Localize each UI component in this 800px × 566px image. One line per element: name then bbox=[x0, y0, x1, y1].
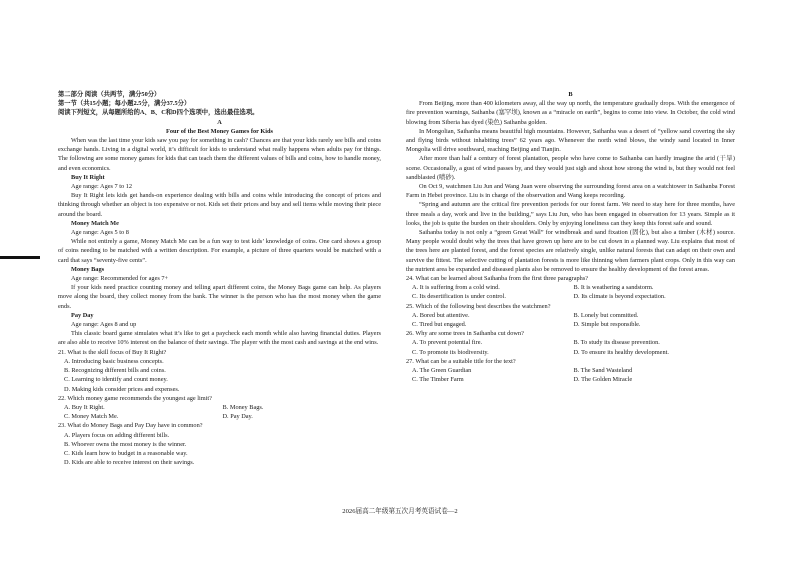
option-row bbox=[406, 283, 735, 292]
right-column bbox=[406, 90, 735, 385]
question-list-b bbox=[406, 274, 735, 384]
game-description: If your kids need practice counting money and telling apart different coins, the Money Bags game can help. As players move along the board, they collect money from the bank. The winner is the person who has the most money when the game ends. bbox=[58, 284, 381, 310]
question-stem: 27. What can be a suitable title for the text? bbox=[406, 357, 516, 365]
binding-edge-mark bbox=[0, 256, 40, 259]
answer-option: B. Recognizing different bills and coins. bbox=[64, 367, 166, 375]
answer-option: C. Tired but engaged. bbox=[412, 321, 467, 329]
answer-option: C. Kids learn how to budget in a reasonable way. bbox=[64, 449, 188, 457]
game-name: Pay Day bbox=[71, 311, 94, 319]
game-age-range: Age range: Ages 8 and up bbox=[71, 321, 137, 329]
passage-paragraph: After more than half a century of forest plantation, people who have come to Saihanba can hardly imagine the arid (干旱) scene. Occasionally, a gust of wind passes by, and they would just sigh and shout how strong the wind is, but they would not feel sandblasted (喷砂). bbox=[406, 155, 735, 181]
answer-option: B. Lonely but committed. bbox=[573, 311, 639, 319]
answer-option: D. The Golden Miracle bbox=[573, 376, 633, 384]
answer-option: C. Its desertification is under control. bbox=[412, 293, 506, 301]
left-column bbox=[58, 90, 381, 467]
game-description: Buy It Right lets kids get hands-on experience dealing with bills and coins while introducing the concept of prices and thinking through whether an object is too expensive or not. Kids set their prices and buy and sell items while moving their piece around the board. bbox=[58, 192, 381, 218]
answer-option: B. The Sand Wasteland bbox=[573, 367, 633, 375]
game-list bbox=[58, 173, 381, 348]
question-stem: 22. Which money game recommends the youngest age limit? bbox=[58, 394, 212, 402]
option-row bbox=[406, 292, 735, 301]
option-row bbox=[406, 320, 735, 329]
game-age-range: Age range: Recommended for ages 7+ bbox=[71, 275, 169, 283]
passage-b-body bbox=[406, 99, 735, 274]
question-stem: 26. Why are some trees in Saihanba cut down? bbox=[406, 330, 524, 338]
passage-paragraph: On Oct 9, watchmen Liu Jun and Wang Juan were observing the surrounding forest area on a watchtower in Saihanba Forest Farm in Hebei province. Liu is in charge of the observation and Wang keeps recording. bbox=[406, 183, 735, 200]
section-instruction: 阅读下列短文，从每题所给的A、B、C和D四个选项中，选出最佳选项。 bbox=[58, 109, 259, 117]
game-age-range: Age range: Ages 7 to 12 bbox=[71, 183, 133, 191]
game-age-range: Age range: Ages 5 to 8 bbox=[71, 229, 129, 237]
option-row bbox=[406, 375, 735, 384]
answer-option: A. Players focus on adding different bills. bbox=[64, 431, 170, 439]
option-row bbox=[58, 412, 381, 421]
question-list-a bbox=[58, 348, 381, 468]
question-stem: 24. What can be learned about Saihanba from the first three paragraphs? bbox=[406, 275, 589, 283]
passage-paragraph: “Spring and autumn are the critical fire prevention periods for our forest farm. We need to stay here for three months, have three meals a day, work and live in the building,” says Liu Jun, who has been engaged in observation for 13 years. Simple as it looks, the job is quite the burden on their shoulders. Only by enjoying loneliness can they keep this forest safe and sound. bbox=[406, 201, 735, 227]
answer-option: B. Whoever owns the most money is the winner. bbox=[64, 440, 187, 448]
answer-option: A. It is suffering from a cold wind. bbox=[412, 284, 500, 292]
answer-option: D. Making kids consider prices and expenses. bbox=[64, 385, 180, 393]
answer-option: A. The Green Guardian bbox=[412, 367, 472, 375]
answer-option: D. Pay Day. bbox=[222, 413, 253, 421]
passage-a-letter: A bbox=[217, 118, 222, 126]
option-row bbox=[406, 338, 735, 347]
game-name: Buy It Right bbox=[71, 173, 105, 181]
game-description: This classic board game simulates what it’s like to get a paycheck each month while also having financial duties. Players are also able to receive 10% interest on the balance of their savings. The player with the most cash and savings at the end wins. bbox=[58, 330, 381, 347]
answer-option: A. To prevent potential fire. bbox=[412, 339, 483, 347]
option-row bbox=[406, 311, 735, 320]
answer-option: A. Introducing basic business concepts. bbox=[64, 357, 164, 365]
answer-option: D. Kids are able to receive interest on their savings. bbox=[64, 459, 195, 467]
answer-option: D. To ensure its healthy development. bbox=[573, 348, 669, 356]
answer-option: C. To promote its biodiversity. bbox=[412, 348, 489, 356]
option-row bbox=[406, 366, 735, 375]
game-description: While not entirely a game, Money Match Me can be a fun way to test kids’ knowledge of coins. One card shows a group of coins needing to be matched with a written description. For example, a picture of three quarters would be matched with a card that says “seventy-five cents”. bbox=[58, 238, 381, 264]
passage-b-letter: B bbox=[568, 91, 573, 98]
question-stem: 23. What do Money Bags and Pay Day have in common? bbox=[58, 422, 203, 430]
section-title: 第二部分 阅读（共两节，满分50分） bbox=[58, 91, 161, 98]
passage-paragraph: Saihanba today is not only a “green Great Wall” for windbreak and sand fixation (固化), but also a timber (木材) source. Many people would doubt why the trees that have grown up here are to be cut down in a planned way. Liu explains that most of the trees here are planted forest, and the forest species are relatively single, unlike natural forests that can adapt on their own and survive the fittest. The selective cutting of plantation forests is more like thinning when farmers plant crops. Only in this way can the nutrient area be expanded and diseased plants also be removed to ensure the healthy development of the forest areas. bbox=[406, 229, 735, 273]
passage-paragraph: In Mongolian, Saihanba means beautiful high mountains. However, Saihanba was a desert of “yellow sand covering the sky and flying birds without inhabiting trees” 62 years ago. Whenever the north wind blows, the windy sand located in Inner Mongolia will drive southward, reaching Beijing and Tianjin. bbox=[406, 127, 735, 154]
answer-option: A. Bored but attentive. bbox=[412, 311, 470, 319]
answer-option: D. Its climate is beyond expectation. bbox=[573, 293, 666, 301]
page-footer: 2026届高二年级第五次月考英语试卷—2 bbox=[342, 508, 458, 515]
answer-option: C. Money Match Me. bbox=[64, 413, 119, 421]
option-row bbox=[406, 348, 735, 357]
option-row bbox=[58, 403, 381, 412]
answer-option: A. Buy It Right. bbox=[64, 403, 105, 411]
passage-a-intro: When was the last time your kids saw you pay for something in cash? Chances are that your kids rarely see bills and coins exchange hands. Living in a digital world, it’s difficult for kids to understand what really happens when adults pay for things. The following are some money games for kids that can teach them the different values of bills and coins, how to handle money, and even economics. bbox=[58, 137, 381, 172]
passage-paragraph: From Beijing, more than 400 kilometers away, all the way up north, the temperature gradually drops. With the emergence of fire prevention warnings, Saihanba (塞罕坝), known as a “miracle on earth”, begins to come into view. In October, the cold wind blowing from Siberia has dyed (染色) Saihanba golden. bbox=[406, 100, 735, 126]
answer-option: B. To study its disease prevention. bbox=[573, 339, 660, 347]
game-name: Money Match Me bbox=[71, 219, 119, 227]
game-name: Money Bags bbox=[71, 265, 105, 273]
passage-a-title: Four of the Best Money Games for Kids bbox=[166, 127, 273, 135]
answer-option: B. Money Bags. bbox=[222, 403, 264, 411]
answer-option: C. The Timber Farm bbox=[412, 376, 464, 384]
answer-option: C. Learning to identify and count money. bbox=[64, 376, 168, 384]
section-subtitle: 第一节（共15小题；每小题2.5分，满分37.5分） bbox=[58, 100, 191, 108]
question-stem: 25. Which of the following best describes the watchmen? bbox=[406, 302, 551, 310]
answer-option: D. Simple but responsible. bbox=[573, 321, 641, 329]
question-stem: 21. What is the skill focus of Buy It Right? bbox=[58, 348, 167, 356]
answer-option: B. It is weathering a sandstorm. bbox=[573, 284, 654, 292]
